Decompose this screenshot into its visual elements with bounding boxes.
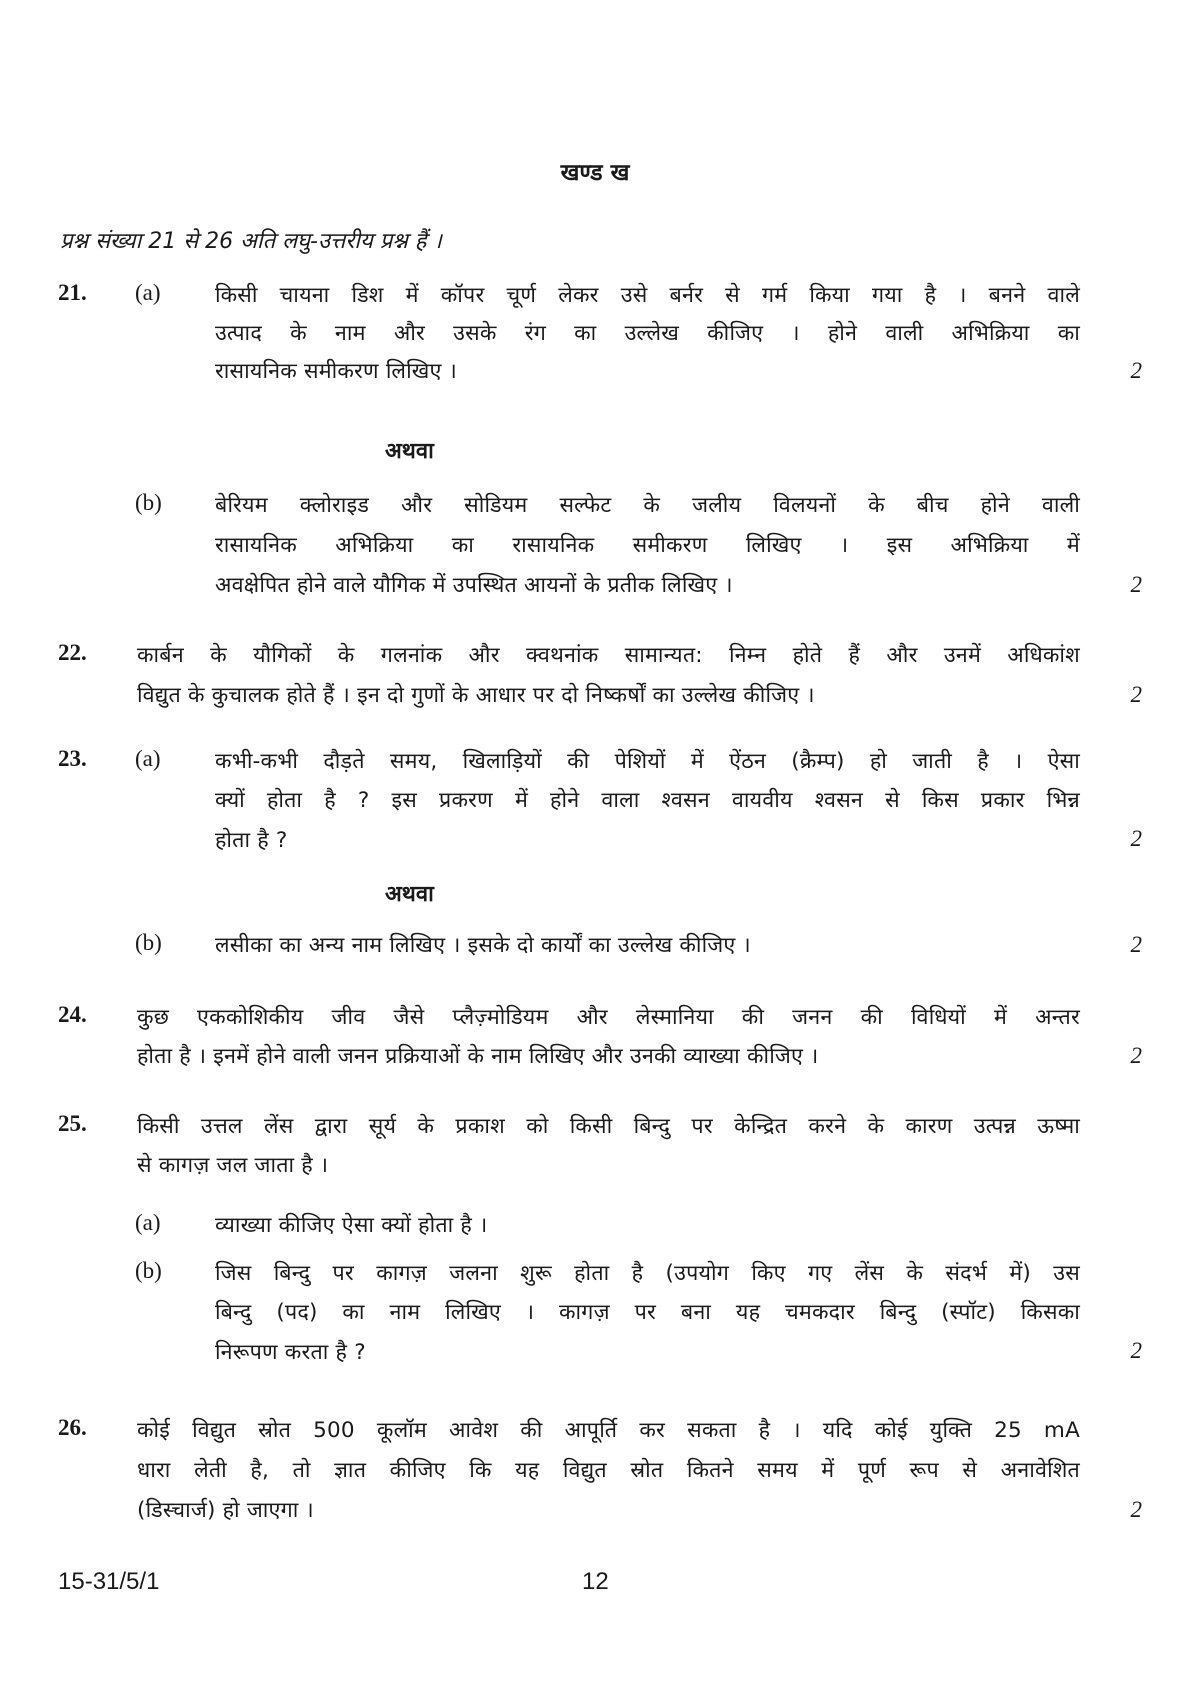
question-text-line: रासायनिक अभिक्रिया का रासायनिक समीकरण लिखिए । इस अभिक्रिया में bbox=[215, 533, 1080, 558]
question-text-line: व्याख्या कीजिए ऐसा क्यों होता है । bbox=[215, 1213, 488, 1238]
question-text-line: निरूपण करता है ? bbox=[215, 1340, 366, 1365]
section-instruction: प्रश्न संख्या 21 से 26 अति लघु-उत्तरीय प्रश्न हैं । bbox=[60, 229, 442, 254]
paper-code: 15-31/5/1 bbox=[58, 1568, 160, 1595]
marks: 2 bbox=[1130, 572, 1142, 597]
question-text-line: होता है ? bbox=[215, 828, 288, 853]
or-separator: अथवा bbox=[385, 882, 434, 907]
part-label: (b) bbox=[135, 1258, 162, 1283]
question-number: 25. bbox=[58, 1111, 87, 1136]
question-text-line: से कागज़ जल जाता है । bbox=[137, 1153, 329, 1178]
question-text-line: लसीका का अन्य नाम लिखिए । इसके दो कार्यों का उल्लेख कीजिए । bbox=[215, 933, 751, 958]
marks: 2 bbox=[1130, 682, 1142, 707]
part-label: (a) bbox=[135, 746, 161, 771]
question-text-line: कभी-कभी दौड़ते समय, खिलाड़ियों की पेशियों में ऐंठन (क्रैम्प) हो जाती है । ऐसा bbox=[215, 749, 1080, 774]
question-text-line: कार्बन के यौगिकों के गलनांक और क्वथनांक सामान्यत: निम्न होते हैं और उनमें अधिकांश bbox=[137, 643, 1080, 668]
section-title: खण्ड ख bbox=[560, 160, 630, 186]
question-text-line: किसी चायना डिश में कॉपर चूर्ण लेकर उसे बर्नर से गर्म किया गया है । बनने वाले bbox=[215, 283, 1080, 308]
question-text-line: कोई विद्युत स्रोत 500 कूलॉम आवेश की आपूर्ति कर सकता है । यदि कोई युक्ति 25 mA bbox=[137, 1418, 1080, 1443]
question-text-line: किसी उत्तल लेंस द्वारा सूर्य के प्रकाश को किसी बिन्दु पर केन्द्रित करने के कारण उत्पन्न ऊष्मा bbox=[137, 1114, 1080, 1139]
question-number: 24. bbox=[58, 1002, 87, 1027]
part-label: (b) bbox=[135, 930, 162, 955]
question-text-line: होता है । इनमें होने वाली जनन प्रक्रियाओं के नाम लिखिए और उनकी व्याख्या कीजिए । bbox=[137, 1044, 819, 1069]
marks: 2 bbox=[1130, 1497, 1142, 1522]
part-label: (a) bbox=[135, 280, 161, 305]
question-text-line: बेरियम क्लोराइड और सोडियम सल्फेट के जलीय विलयनों के बीच होने वाली bbox=[215, 493, 1080, 518]
question-text-line: उत्पाद के नाम और उसके रंग का उल्लेख कीजिए । होने वाली अभिक्रिया का bbox=[215, 321, 1080, 346]
question-number: 26. bbox=[58, 1415, 87, 1440]
page-number: 12 bbox=[582, 1568, 609, 1595]
question-text-line: अवक्षेपित होने वाले यौगिक में उपस्थित आयनों के प्रतीक लिखिए । bbox=[215, 573, 733, 598]
marks: 2 bbox=[1130, 932, 1142, 957]
question-text-line: धारा लेती है, तो ज्ञात कीजिए कि यह विद्युत स्रोत कितने समय में पूर्ण रूप से अनावेशित bbox=[137, 1458, 1080, 1483]
question-number: 21. bbox=[58, 280, 87, 305]
question-text-line: जिस बिन्दु पर कागज़ जलना शुरू होता है (उपयोग किए गए लेंस के संदर्भ में) उस bbox=[215, 1261, 1080, 1286]
question-text-line: क्यों होता है ? इस प्रकरण में होने वाला श्वसन वायवीय श्वसन से किस प्रकार भिन्न bbox=[215, 788, 1080, 813]
marks: 2 bbox=[1130, 1043, 1142, 1068]
question-text-line: (डिस्चार्ज) हो जाएगा । bbox=[137, 1498, 314, 1523]
part-label: (a) bbox=[135, 1210, 161, 1235]
question-number: 22. bbox=[58, 640, 87, 665]
or-separator: अथवा bbox=[385, 439, 434, 464]
part-label: (b) bbox=[135, 490, 162, 515]
question-text-line: कुछ एककोशिकीय जीव जैसे प्लैज़्मोडियम और लेस्मानिया की जनन की विधियों में अन्तर bbox=[137, 1005, 1080, 1030]
marks: 2 bbox=[1130, 826, 1142, 851]
question-number: 23. bbox=[58, 746, 87, 771]
question-text-line: विद्युत के कुचालक होते हैं । इन दो गुणों के आधार पर दो निष्कर्षों का उल्लेख कीजिए । bbox=[137, 683, 815, 708]
marks: 2 bbox=[1130, 1338, 1142, 1363]
question-text-line: रासायनिक समीकरण लिखिए । bbox=[215, 359, 457, 384]
marks: 2 bbox=[1130, 358, 1142, 383]
question-text-line: बिन्दु (पद) का नाम लिखिए । कागज़ पर बना यह चमकदार बिन्दु (स्पॉट) किसका bbox=[215, 1300, 1080, 1325]
